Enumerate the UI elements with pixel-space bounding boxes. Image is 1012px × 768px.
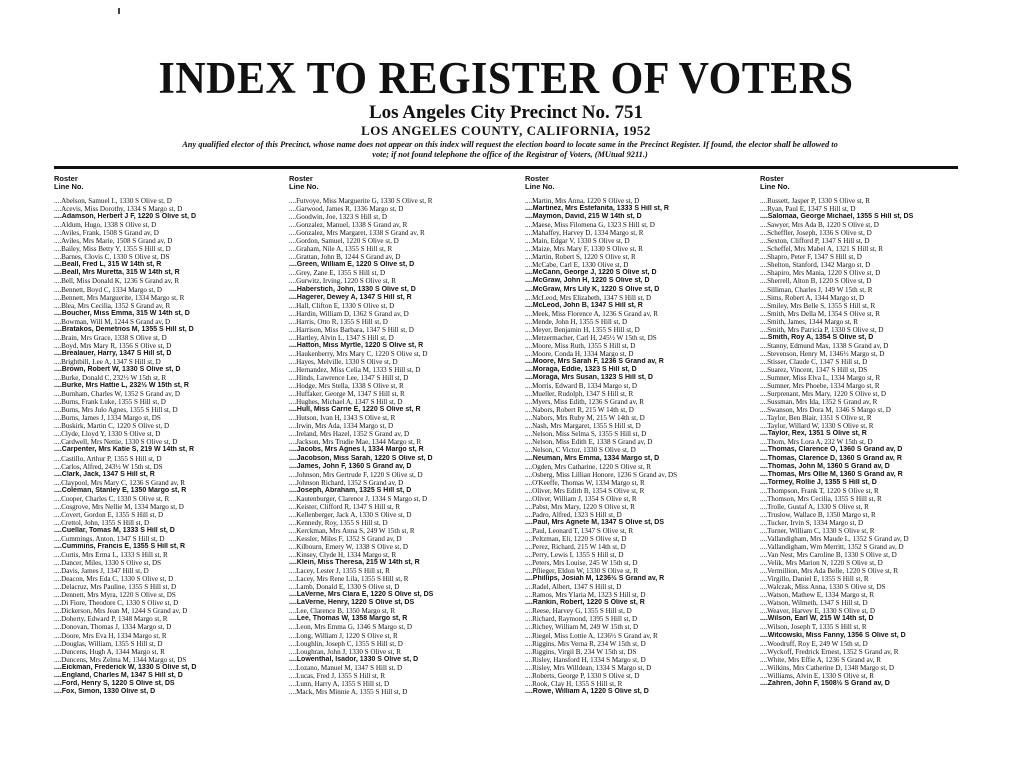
voter-entry: ....Lowenthal, Isador, 1330 S Olive st, D [289, 655, 419, 663]
voter-entry: ....Lucas, Fred J, 1355 S Hill st, R [289, 671, 386, 680]
voter-entry: ....Duncens, Mrs Zelma M, 1344 Margo st, DS [54, 655, 187, 664]
voter-entry: ....Cummins, Francis E, 1355 S Hill st, R [54, 543, 186, 551]
voter-entry: ....Sumner, Mrs Phoebe, 1334 Margo st, R [760, 382, 880, 391]
voter-entry: ....Zahren, John F, 1508½ S Grand av, D [760, 679, 890, 687]
voter-entry: ....Nelson, Miss Selma S, 1355 S Hill st, D [525, 430, 647, 439]
voter-entry: ....Crettol, John, 1355 S Hill st, D [54, 518, 150, 527]
voter-entry: ....Salomaa, George Michael, 1355 S Hill st, DS [760, 213, 914, 221]
voter-entry: ....Sussman, Mrs Ida, 1352 S Grand av, R [760, 398, 878, 407]
voter-entry: ....McCabe, Carl E, 1330 Olive st, D [525, 261, 629, 270]
voter-entry: ....Burns, James J, 1334 Margo st, DS [54, 414, 161, 423]
voter-entry: ....Hughes, Michael A, 1347 S Hill st, D [289, 398, 403, 407]
column-header [760, 175, 992, 197]
voter-entry: ....Cardwell, Mrs Nettie, 1330 S Olive st, D [54, 438, 178, 447]
voter-entry: ....Moraga, Mrs Susan, 1323 S Hill st, D [525, 374, 653, 382]
line-no-label: Line No. [54, 182, 84, 191]
voter-entry: ....Reese, Harvey G, 1355 S Hill st, D [525, 607, 632, 616]
voter-entry: ....Riegel, Miss Lottie A, 1236½ S Grand av, R [525, 631, 658, 640]
voter-entry: ....Smith, Roy A, 1354 S Olive st, D [760, 333, 874, 341]
voter-entry: ....Kinsey, Clyde H, 1334 Margo st, R [289, 551, 397, 560]
voter-entry: ....Hartley, Alvin L, 1347 S Hill st, D [289, 333, 394, 342]
line-no-label: Line No. [525, 182, 555, 191]
voter-entry: ....Thomas, John M, 1360 S Grand av, D [760, 462, 890, 470]
voter-entry: ....Meyer, Benjamin H, 1355 S Hill st, D [525, 325, 640, 334]
voter-entry: ....Nelson, C Victor, 1330 S Olive st, D [525, 446, 636, 455]
voter-entry: ....Woodruff, Roy E, 249 W 15th st, D [760, 639, 868, 648]
voter-entry: ....Kessler, Miles F, 1352 S Grand av, D [289, 534, 402, 543]
voter-entry: ....Mende, John H, 1355 S Hill st, D [525, 317, 628, 326]
voter-entry: ....Burns, Frank Luke, 1355 S Hill st, D [54, 398, 166, 407]
voter-entry: ....Bratakos, Demetrios M, 1355 S Hill st, D [54, 325, 194, 333]
voter-entry: ....Smiley, Mrs Belle S, 1355 S Hill st, R [760, 301, 876, 310]
roster-label: Roster [760, 174, 784, 183]
voter-entry: ....Grattan, John B, 1244 S Grand av, D [289, 253, 401, 262]
voter-entry: ....Haberstich, John, 1330 S Olive st, D [289, 285, 416, 293]
voter-entry: ....Oliver, Mrs Edith B, 1354 S Olive st, R [525, 486, 645, 495]
voter-entry: ....Davis, James J, 1347 Hill st, D [54, 567, 149, 576]
voter-entry: ....Hagerer, Dewey A, 1347 S Hill st, R [289, 293, 412, 301]
voter-entry: ....Beall, Fred L, 315 W 14th st, R [54, 261, 162, 269]
voter-entry: ....Futvoye, Miss Marguerite G, 1330 S Olive st, R [289, 197, 433, 205]
voter-entry: ....Shapiro, Mrs Mania, 1220 S Olive st, D [760, 269, 881, 278]
voter-list [289, 197, 521, 696]
voter-entry: ....Lee, Thomas W, 1358 Margo st, R [289, 615, 408, 623]
voter-entry: ....Taylor, Willard W, 1330 S Olive st, R [760, 422, 874, 431]
voter-entry: ....Ireland, Mrs Hazel, 1352 S Grand av, D [289, 430, 410, 439]
voter-entry: ....Wilkins, Mrs Catherine D, 1348 Margo st, D [760, 663, 894, 672]
voter-entry: ....Van Nest, Mrs Caroline B, 1330 S Olive st, D [760, 551, 897, 560]
voter-entry: ....Harrison, Miss Barbara, 1347 S Hill st, D [289, 325, 414, 334]
voter-entry: ....Aldum, Hugo, 1338 S Olive st, D [54, 221, 157, 230]
roster-label: Roster [289, 174, 313, 183]
voter-entry: ....Bowman, Will M, 1244 S Grand av, D [54, 317, 171, 326]
voter-entry: ....Graham, Nile A, 1355 S Hill st, R [289, 245, 393, 254]
voter-entry: ....Williams, Alvin E, 1330 S Olive st, R [760, 671, 875, 680]
voter-entry: ....Mack, Mrs Minnie A, 1355 S Hill st, D [289, 687, 408, 696]
voter-entry: ....Lozano, Manuel M, 1347 S Hill st, D [289, 663, 403, 672]
voter-entry: ....Pabst, Mrs Mary, 1220 S Olive st, R [525, 502, 635, 511]
voter-entry: ....Pflieger, Eldon W, 1330 S Olive st, R [525, 567, 639, 576]
voter-entry: ....Nabors, Mrs Ruby M, 215 W 14th st, D [525, 414, 645, 423]
voter-entry: ....Rowe, William A, 1220 S Olive st, D [525, 687, 649, 695]
voter-entry: ....England, Charles M, 1347 S Hill st, D [54, 671, 183, 679]
corner-mark [118, 8, 120, 14]
voter-entry: ....White, Mrs Effie A, 1236 S Grand av, R [760, 655, 881, 664]
voter-entry: ....Richard, Raymond, 1395 S Hill st, D [525, 615, 638, 624]
voter-entry: ....Doore, Mrs Eva H, 1334 Margo st, R [54, 631, 167, 640]
voter-entry: ....Abelson, Samuel L, 1330 S Olive st, D [54, 197, 172, 205]
voter-entry: ....Martin, Mrs Anna, 1220 S Olive st, D [525, 197, 640, 205]
voter-entry: ....Gordon, Samuel, 1220 S Olive st, D [289, 237, 399, 246]
voter-entry: ....Perez, Richard, 215 W 14th st, D [525, 543, 626, 552]
voter-entry: ....Garwood, James R, 1336 Margo st, D [289, 205, 404, 214]
voter-entry: ....Sumner, Miss Elva L, 1334 Margo st, R [760, 374, 881, 383]
voter-entry: ....Hall, Clifton E, 1330 S Olive st, D [289, 301, 395, 310]
voter-entry: ....Huffaker, George M, 1347 S Hill st, R [289, 390, 405, 399]
voter-entry: ....Burnham, Charles W, 1352 S Grand av, D [54, 390, 181, 399]
voter-entry: ....Moore, Mrs Sarah F, 1236 S Grand av, R [525, 357, 664, 365]
voter-entry: ....Wilson, Joseph T, 1335 S Hill st, R [760, 623, 867, 632]
voter-entry: ....Coleman, Stanley E, 1350 Margo st, R [54, 486, 187, 494]
voter-entry: ....Mueller, Rudolph, 1347 S Hill st, R [525, 390, 634, 399]
voter-entry: ....Riggins, Virgil B, 234 W 15th st, DS [525, 647, 637, 656]
voter-entry: ....Ramos, Mrs Ylaria M, 1323 S Hill st, D [525, 591, 646, 600]
voter-entry: ....Virgillo, Daniel E, 1355 S Hill st, R [760, 575, 869, 584]
county-line: LOS ANGELES COUNTY, CALIFORNIA, 1952 [361, 123, 651, 138]
voter-entry: ....Buskirk, Martin C, 1220 S Olive st, D [54, 422, 170, 431]
voter-entry: ....Carpenter, Mrs Katie S, 219 W 14th st, R [54, 446, 195, 454]
voter-entry: ....Bennett, Mrs Marguerite, 1334 Margo st, R [54, 293, 185, 302]
voter-entry: ....Dickerson, Mrs Jean M, 1244 S Grand av, D [54, 607, 188, 616]
voter-entry: ....Covert, Gordon E, 1355 S Hill st, D [54, 510, 164, 519]
voter-entry: ....Johnson Richard, 1352 S Grand av, D [289, 478, 404, 487]
voter-entry: ....Ford, Henry S, 1220 S Olive st, DS [54, 679, 175, 687]
column-header [525, 175, 757, 197]
roster-column-3 [525, 175, 757, 696]
voter-entry: ....Nabors, Robert R, 215 W 14th st, D [525, 406, 634, 415]
voter-entry: ....James, John F, 1360 S Grand av, D [289, 462, 412, 470]
voter-entry: ....Vermillion, Mrs Ada Belle, 1220 S Olive st, R [760, 567, 899, 576]
voter-entry: ....Burke, Donald C, 232½ W 15th st, R [54, 374, 167, 383]
roster-label: Roster [525, 174, 549, 183]
voter-entry: ....Vallandigham, Wm Merritt, 1352 S Grand av, D [760, 543, 904, 552]
voter-entry: ....Rook, Clay H, 1355 S Hill st, R [525, 679, 623, 688]
voter-entry: ....Leon, Mrs Emma G, 1346 S Margo st, D [289, 623, 413, 632]
voter-entry: ....Russett, Jasper P, 1330 S Olive st, R [760, 197, 870, 205]
voter-entry: ....Acevis, Miss Dorothy, 1334 S Margo st, D [54, 205, 183, 214]
voter-entry: ....Thomas, Mrs Ollie M, 1360 S Grand av, R [760, 470, 903, 478]
voter-list [760, 197, 992, 688]
voter-entry: ....Paul, Mrs Agnete M, 1347 S Olive st, DS [525, 518, 665, 526]
voter-entry: ....Ryan, Paul E, 1347 S Hill st, D [760, 205, 856, 214]
voter-entry: ....Metzermacher, Carl H, 245½ W 15th st, DS [525, 333, 657, 342]
voter-entry: ....Moraga, Eddie, 1323 S Hill st, D [525, 365, 637, 373]
voter-entry: ....Duncens, Hugh A, 1344 Margo st, R [54, 647, 165, 656]
voter-entry: ....Hodge, Mrs Stella, 1338 S Olive st, R [289, 382, 404, 391]
voter-entry: ....Smith, Mrs Della M, 1354 S Olive st, R [760, 309, 881, 318]
voter-entry: ....McCann, George J, 1220 S Olive st, D [525, 269, 657, 277]
voter-entry: ....Castillo, Arthur P, 1355 S Hill st, D [54, 454, 162, 463]
voter-entry: ....Swanson, Mrs Dora M, 1346 S Margo st, D [760, 406, 891, 415]
voter-entry: ....Kautenburger, Clarence J, 1334 S Margo st, D [289, 494, 428, 503]
voter-entry: ....Cummings, Anton, 1347 S Hill st, D [54, 534, 165, 543]
voter-entry: ....Silliman, Charles J, 149 W 15th st, R [760, 285, 873, 294]
voter-entry: ....Grey, Zane E, 1355 S Hill st, D [289, 269, 386, 278]
voter-entry: ....Stisser, Claude C, 1347 S Hill st, D [760, 357, 868, 366]
voter-entry: ....Hutson, Ivan H, 1343 S Olive st, R [289, 414, 396, 423]
voter-entry: ....Cuellar, Tomas M, 1333 S Hill st, D [54, 526, 175, 534]
precinct-subtitle: Los Angeles City Precinct No. 751 [368, 102, 644, 123]
voter-entry: ....Taylor, Ben Blair, 1351 S Olive st, R [760, 414, 872, 423]
voter-entry: ....Trolle, Gustaf A, 1330 S Olive st, R [760, 502, 869, 511]
voter-entry: ....Doherty, Edward P, 1348 Margo st, R [54, 615, 168, 624]
voter-entry: ....Peltzman, Eli, 1220 S Olive st, D [525, 534, 627, 543]
document-title: INDEX TO REGISTER OF VOTERS [158, 54, 854, 104]
voter-entry: ....Smith, Mrs Patricia P, 1330 S Olive st, D [760, 325, 884, 334]
voter-entry: ....Maymon, David, 215 W 14th st, D [525, 213, 642, 221]
voter-entry: ....Mahaffey, Harvey D, 1334 Margo st, R [525, 229, 644, 238]
voter-entry: ....Sawyer, Mrs Ada B, 1220 S Olive st, D [760, 221, 879, 230]
voter-entry: ....Scheffel, Mrs Mabel A, 1321 S Hill st, R [760, 245, 884, 254]
voter-entry: ....Hatton, Miss Myrtle, 1220 S Olive st, R [289, 341, 424, 349]
voter-entry: ....Richey, William M, 249 W 15th st, D [525, 623, 639, 632]
voter-entry: ....Dennett, Mrs Myra, 1220 S Olive st, DS [54, 591, 176, 600]
voter-entry: ....Thom, Mrs Lora A, 232 W 15th st, D [760, 438, 873, 447]
voter-entry: ....Kellenberger, Jack A, 1330 S Olive st, D [289, 510, 412, 519]
voter-entry: ....Goodwin, Joe, 1323 S Hill st, D [289, 213, 387, 222]
voter-entry: ....Gonzalez, Mrs Margaret, 1338 S Grand av, R [289, 229, 425, 238]
voter-entry: ....Smith, James, 1344 Margo st, R [760, 317, 859, 326]
voter-entry: ....Hull, Miss Carrie E, 1220 S Olive st, R [289, 406, 421, 414]
voter-entry: ....Thomas, Clarence O, 1360 S Grand av, D [760, 446, 903, 454]
voter-entry: ....Roberts, George P, 1330 S Olive st, D [525, 671, 640, 680]
voter-entry: ....McGraw, John H, 1220 S Olive st, D [525, 277, 650, 285]
voter-entry: ....Kilbourn, Emery W, 1338 S Olive st, D [289, 543, 409, 552]
voter-entry: ....Boucher, Miss Emma, 315 W 14th st, D [54, 309, 190, 317]
voter-entry: ....Aviles, Frank, 1508 S Grand av, D [54, 229, 159, 238]
voter-entry: ....Sexton, Clifford P, 1347 S Hill st, D [760, 237, 870, 246]
voter-entry: ....Risley, Mrs Willdean, 1334 S Margo st, D [525, 663, 652, 672]
voter-entry: ....Nash, Mrs Margaret, 1355 S Hill st, D [525, 422, 641, 431]
voter-entry: ....Gonzalez, Manuel, 1338 S Grand av, R [289, 221, 408, 230]
voter-entry: ....Eickman, Frederick W, 1330 S Olive st, D [54, 663, 197, 671]
voter-entry: ....Meek, Miss Florence A, 1236 S Grand av, R [525, 309, 658, 318]
voter-entry: ....Hayes, Melville, 1330 S Olive st, D [289, 357, 398, 366]
voter-entry: ....Bennett, Boyd C, 1334 Margo st, D [54, 285, 163, 294]
roster-column-2 [289, 175, 521, 696]
voter-entry: ....Jacobs, Mrs Agnes I, 1334 Margo st, R [289, 446, 424, 454]
voter-entry: ....Fox, Simon, 1330 Olive st, D [54, 687, 156, 695]
voter-entry: ....LaVerne, Henry, 1220 S Olive st, DS [289, 599, 415, 607]
voter-entry: ....Stevenson, Henry M, 1346½ Margo st, D [760, 349, 885, 358]
voter-entry: ....Taylor, Rex, 1351 S Olive st, R [760, 430, 867, 438]
voter-entry: ....Riggins, Mrs Verna R, 234 W 15th st, D [525, 639, 646, 648]
voter-entry: ....Bailey, Miss Betty Y, 1355 S Hill st, D [54, 245, 171, 254]
column-header [54, 175, 286, 197]
voter-entry: ....Rankin, Robert, 1220 S Olive st, R [525, 599, 645, 607]
voter-entry: ....Boyd, Mrs Mary R, 1356 S Olive st, D [54, 341, 172, 350]
voter-entry: ....Aviles, Mrs Marie, 1508 S Grand av, D [54, 237, 173, 246]
voter-entry: ....Deacon, Mrs Eda C, 1330 S Olive st, D [54, 575, 174, 584]
voter-entry: ....Vallandigham, Mrs Maude L, 1352 S Grand av, D [760, 534, 909, 543]
voter-entry: ....Jackson, Mrs Trudie Mae, 1344 Margo st, R [289, 438, 422, 447]
voter-entry: ....Radel, Albert, 1347 S Hill st, D [525, 583, 622, 592]
voter-entry: ....Donovan, Thomas J, 1334 Margo st, D [54, 623, 172, 632]
voter-entry: ....Morris, Edward B, 1334 Margo st, D [525, 382, 637, 391]
voter-entry: ....Long, William J, 1220 S Olive st, R [289, 631, 398, 640]
voter-entry: ....Paul, Leonard T, 1347 S Olive st, R [525, 526, 634, 535]
voter-entry: ....Scheffler, Joseph, 1336 S Olive st, D [760, 229, 872, 238]
voter-entry: ....Main, Edgar V, 1330 S Olive st, D [525, 237, 630, 246]
voter-notice: Any qualified elector of this Precinct, whose name does not appear on this index will request the election board to locate same in the Precinct Register. If found, the elector shall be allowed to vote; if not found telephone the office of the Registrar of Voters, (MUtual 9211.) [182, 140, 838, 159]
voter-entry: ....Lunn, Harry A, 1355 S Hill st, D [289, 679, 390, 688]
voter-entry: ....Watson, Mathew E, 1334 Margo st, R [760, 591, 875, 600]
voter-entry: ....Suarez, Vincent, 1347 S Hill st, DS [760, 365, 868, 374]
voter-entry: ....Peters, Mrs Louise, 245 W 15th st, D [525, 559, 638, 568]
voter-entry: ....Walczak, Miss Anna, 1330 S Olive st, DS [760, 583, 886, 592]
voter-entry: ....Ogden, Mrs Catharine, 1220 S Olive st, R [525, 462, 652, 471]
voter-entry: ....Cosgrove, Mrs Nellie M, 1334 Margo st, D [54, 502, 184, 511]
voter-entry: ....Adamson, Herbert J F, 1220 S Olive st, D [54, 213, 196, 221]
voter-entry: ....Moore, Miss Ruth, 1355 S Hill st, D [525, 341, 636, 350]
voter-entry: ....Maese, Miss Filomena G, 1323 S Hill st, D [525, 221, 655, 230]
roster-label: Roster [54, 174, 78, 183]
voter-entry: ....Irwin, Mrs Ada, 1334 Margo st, D [289, 422, 394, 431]
voter-entry: ....Klein, Miss Theresa, 215 W 14th st, R [289, 559, 420, 567]
voter-entry: ....LaVerne, Mrs Clara E, 1220 S Olive st, DS [289, 591, 434, 599]
voter-entry: ....Loughran, John J, 1330 S Olive st, R [289, 647, 401, 656]
line-no-label: Line No. [289, 182, 319, 191]
voter-entry: ....Sherrell, Alton B, 1220 S Olive st, D [760, 277, 872, 286]
voter-entry: ....Padro, Alfred, 1323 S Hill st, D [525, 510, 622, 519]
voter-entry: ....Brown, Robert W, 1330 S Olive st, D [54, 365, 181, 373]
voter-entry: ....Loughlin, Joseph C, 1355 S Hill st, D [289, 639, 403, 648]
voter-entry: ....Lacey, Mrs Rene Lila, 1355 S Hill st, R [289, 575, 409, 584]
roster-column-1 [54, 175, 286, 696]
voter-entry: ....Clark, Jack, 1347 S Hill st, R [54, 470, 155, 478]
voter-list [54, 197, 286, 696]
voter-entry: ....Clyde, Lloyd Y, 1330 S Olive st, D [54, 430, 161, 439]
voter-entry: ....Turner, William C, 1330 S Olive st, R [760, 526, 875, 535]
voter-entry: ....Perry, Lewis I, 1355 S Hill st, D [525, 551, 624, 560]
voter-entry: ....Martin, Robert S, 1220 S Olive st, R [525, 253, 636, 262]
voter-entry: ....Risley, Hansford H, 1334 S Margo st, D [525, 655, 646, 664]
voter-entry: ....Jacobson, Miss Sarah, 1220 S Olive st, D [289, 454, 433, 462]
voter-entry: ....McGraw, Mrs Lily K, 1220 S Olive st, D [525, 285, 660, 293]
voter-entry: ....Surprenant, Mrs Mary, 1220 S Olive st, D [760, 390, 887, 399]
voter-entry: ....Brightbill, Lee A, 1347 S Hill st, D [54, 357, 161, 366]
voter-entry: ....Burke, Mrs Hattie L, 232½ W 15th st, R [54, 382, 189, 390]
voter-entry: ....Myers, Miss Edith, 1236 S Grand av, R [525, 398, 644, 407]
voter-entry: ....Thomas, Clarence D, 1360 S Grand av, R [760, 454, 902, 462]
voter-entry: ....Lacey, Lester J, 1355 S Hill st, R [289, 567, 390, 576]
voter-entry: ....Beall, Mrs Muretta, 315 W 14th st, R [54, 269, 180, 277]
voter-entry: ....Oliver, William J, 1354 S Olive st, R [525, 494, 637, 503]
voter-entry: ....Douglas, William, 1355 S Hill st, D [54, 639, 163, 648]
voter-entry: ....Curtis, Mrs Erma L, 1333 S Hill st, R [54, 551, 168, 560]
voter-entry: ....Brain, Mrs Grace, 1338 S Olive st, D [54, 333, 167, 342]
voter-entry: ....Cooper, Charles C, 1330 S Olive st, R [54, 494, 170, 503]
voter-entry: ....McLeod, Mrs Elizabeth, 1347 S Hill st, D [525, 293, 652, 302]
voter-entry: ....Shelton, Stanford, 1342 Margo st, D [760, 261, 871, 270]
voter-entry: ....Kerckman, Mrs Anna S, 249 W 15th st, R [289, 526, 415, 535]
voter-entry: ....O'Keeffe, Thomas W, 1334 Margo st, R [525, 478, 645, 487]
voter-entry: ....Blea, Mrs Cecilia, 1352 S Grand av, R [54, 301, 171, 310]
voter-entry: ....Burns, Mrs Julo Agnes, 1355 S Hill st, D [54, 406, 178, 415]
voter-entry: ....McLeod, John B, 1347 S Hill st, R [525, 301, 643, 309]
voter-entry: ....Martinez, Mrs Estefanita, 1333 S Hill st, R [525, 205, 669, 213]
voter-entry: ....Wyckoff, Fredrick Ernest, 1352 S Grand av, R [760, 647, 899, 656]
voter-entry: ....Tucker, Irvin S, 1334 Margo st, D [760, 518, 864, 527]
voter-entry: ....Stanny, Edmund Max, 1338 S Grand av, D [760, 341, 889, 350]
roster-column-4 [760, 175, 992, 688]
voter-entry: ....Haukenberry, Mrs Mary C, 1220 S Olive st, D [289, 349, 428, 358]
voter-entry: ....Keister, Clifford R, 1347 S Hill st, R [289, 502, 401, 511]
voter-entry: ....Weaver, Harvey E, 1330 S Olive st, D [760, 607, 875, 616]
voter-entry: ....Neuman, Mrs Emma, 1334 Margo st, D [525, 454, 660, 462]
voter-entry: ....Johnson, Mrs Gertrude F, 1220 S Olive st, D [289, 470, 423, 479]
header-rule [54, 166, 958, 169]
voter-entry: ....Velik, Mrs Marion N, 1220 S Olive st, D [760, 559, 883, 568]
voter-entry: ....Nelson, Miss Edith E, 1338 S Grand av, D [525, 438, 653, 447]
voter-entry: ....Bell, Miss Donald K, 1236 S Grand av, R [54, 277, 180, 286]
voter-entry: ....Claypool, Mrs Mary C, 1236 S Grand av, R [54, 478, 185, 487]
voter-entry: ....Shapro, Peter F, 1347 S Hill st, D [760, 253, 862, 262]
voter-entry: ....Sims, Robert A, 1344 Margo st, D [760, 293, 865, 302]
voter-entry: ....Watson, Wilmeth, 1347 S Hill st, D [760, 599, 868, 608]
voter-entry: ....Harris, Otto R, 1355 S Hill st, D [289, 317, 388, 326]
voter-entry: ....Tormey, Rollie J, 1355 S Hill st, D [760, 478, 877, 486]
voter-entry: ....Thompson, Frank T, 1220 S Olive st, R [760, 486, 879, 495]
voter-entry: ....Barnes, Clovis C, 1330 S Olive st, DS [54, 253, 170, 262]
voter-entry: ....Witcowski, Miss Fanny, 1356 S Olive st, D [760, 631, 906, 639]
column-header [289, 175, 521, 197]
line-no-label: Line No. [760, 182, 790, 191]
voter-entry: ....Green, William E, 1220 S Olive st, D [289, 261, 415, 269]
voter-entry: ....Lee, Clarence B, 1350 Margo st, R [289, 607, 396, 616]
voter-entry: ....Hinds, Lawrence Lee, 1347 S Hill st, D [289, 374, 409, 383]
voter-entry: ....Hernandez, Miss Celia M, 1333 S Hill st, D [289, 365, 421, 374]
voter-entry: ....Lamb, Donald E, 1330 S Olive st, D [289, 583, 400, 592]
voter-entry: ....Thomson, Mrs Cecilia, 1355 S Hill st, R [760, 494, 882, 503]
voter-entry: ....Di Fiore, Theodore C, 1330 S Olive st, D [54, 599, 179, 608]
voter-entry: ....Dancer, Miles, 1330 S Olive st, DS [54, 559, 162, 568]
voter-entry: ....Osberg, Miss Lillian Honore, 1236 S Grand av, DS [525, 470, 678, 479]
voter-entry: ....Delacruz, Mrs Pauline, 1355 S Hill st, D [54, 583, 177, 592]
voter-entry: ....Phillips, Josiah M, 1236½ S Grand av, R [525, 575, 665, 583]
voter-entry: ....Carlos, Alfred, 243½ W 15th st, DS [54, 462, 163, 471]
voter-list [525, 197, 757, 696]
voter-entry: ....Truslow, Wallace B, 1350 Margo st, R [760, 510, 876, 519]
voter-entry: ....Moore, Conda H, 1334 Margo st, D [525, 349, 634, 358]
voter-entry: ....Hardin, William D, 1362 S Grand av, D [289, 309, 409, 318]
voter-entry: ....Wilson, Earl W, 215 W 14th st, D [760, 615, 874, 623]
voter-entry: ....Kennedy, Roy, 1355 S Hill st, D [289, 518, 388, 527]
voter-entry: ....Brealauer, Harry, 1347 S Hill st, D [54, 349, 172, 357]
voter-entry: ....Maize, Mrs Mary F, 1330 S Olive st, R [525, 245, 643, 254]
voter-entry: ....Joseph, Abraham, 1325 S Hill st, D [289, 486, 412, 494]
voter-entry: ....Gurwitz, Irving, 1220 S Olive st, R [289, 277, 396, 286]
